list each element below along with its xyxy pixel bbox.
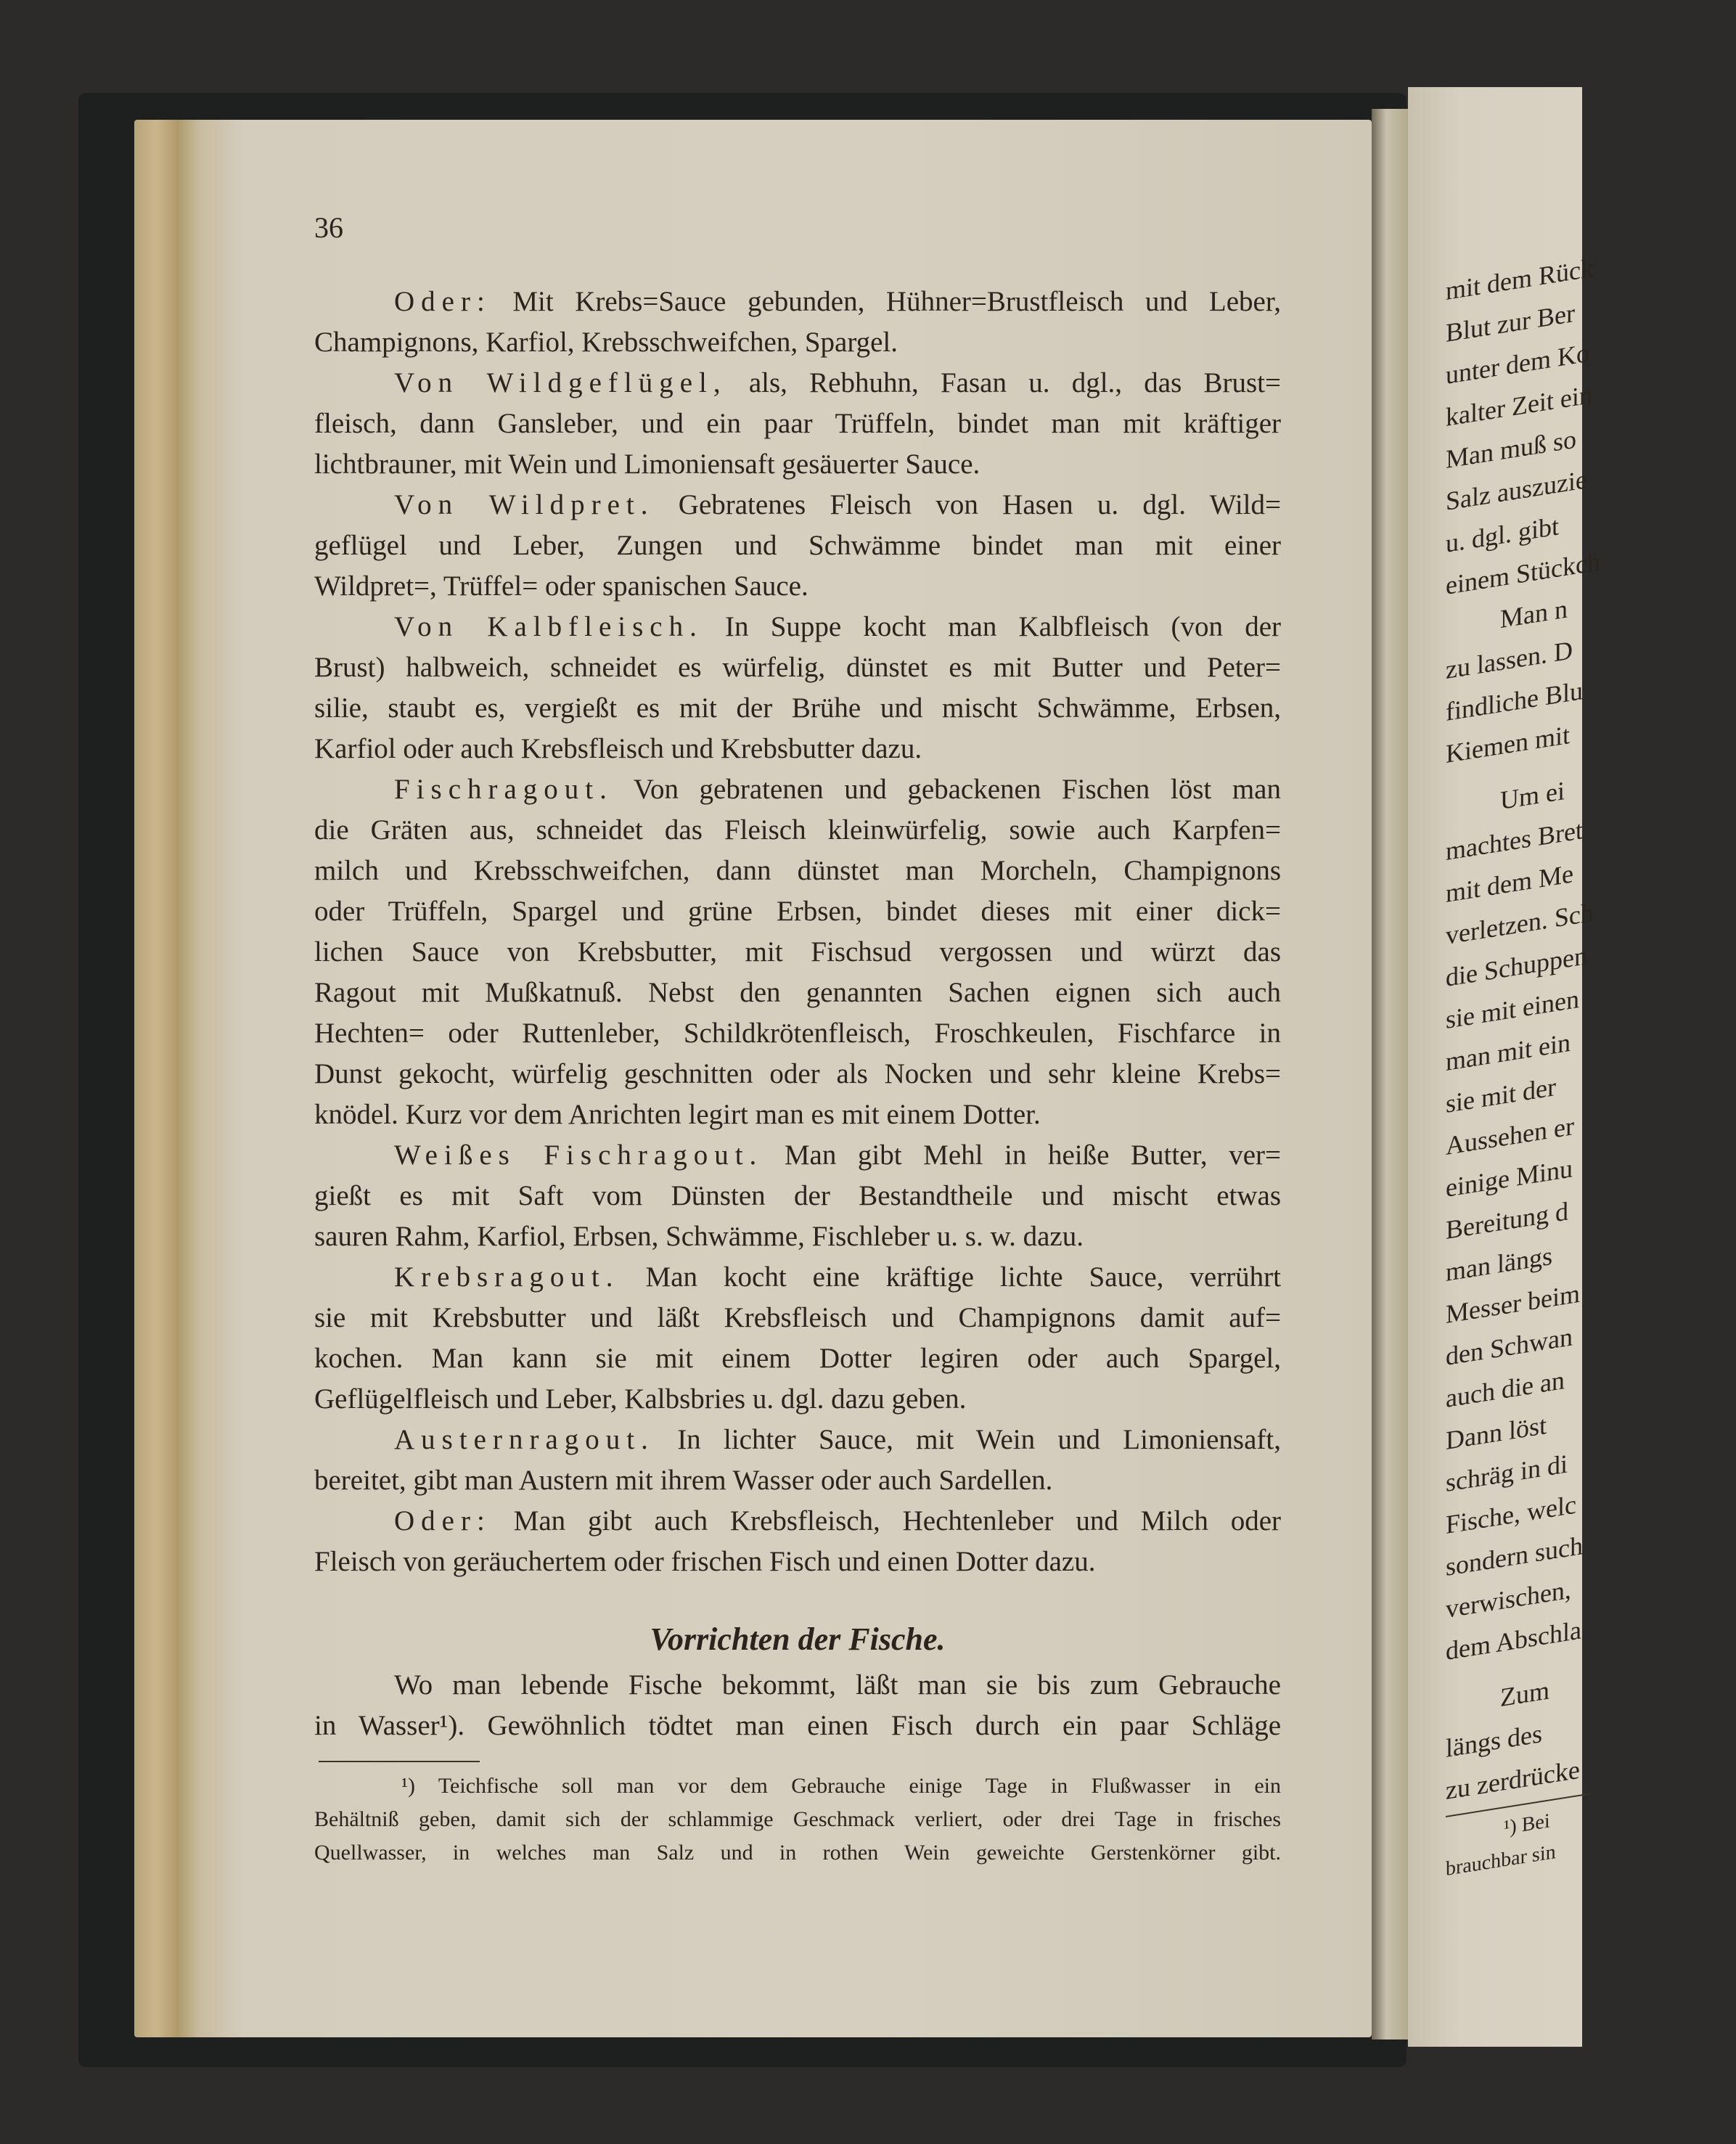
right-text-line: einige Minu [1446,1153,1573,1203]
right-text-line: Man muß so [1446,424,1576,474]
footnote-line: Behältniß geben, damit sich der schlammige Geschmack verliert, oder drei Tage in frisches [314,1807,1281,1831]
right-text-line: zu lassen. D [1446,635,1573,684]
book-gutter [1372,109,1408,2039]
page-number: 36 [314,211,343,244]
line-text: In Suppe kocht man Kalbfleisch (von der [703,611,1281,642]
text-line [314,282,1281,322]
text-line [314,647,1281,688]
text-line [314,1420,1281,1460]
text-line [314,485,1281,525]
line-text: Brust) halbweich, schneidet es würfelig, dünstet es mit Butter und Peter= [314,652,1281,683]
right-text-line: schräg in di [1446,1449,1568,1497]
line-text: als, Rebhuhn, Fasan u. dgl., das Brust= [726,367,1281,398]
spaced-lead-term: Von Kalbfleisch. [394,611,703,642]
right-text-line: längs des [1446,1718,1542,1763]
body-text [314,282,1281,1582]
text-line [314,1257,1281,1298]
line-text: Hechten= oder Ruttenleber, Schildkrötenfleisch, Froschkeulen, Fischfarce in [314,1018,1281,1049]
right-text-line: Fische, welc [1446,1489,1576,1539]
right-text-line: Messer beim [1446,1278,1580,1329]
line-text: Ragout mit Mußkatnuß. Nebst den genannten Sachen eignen sich auch [314,977,1281,1008]
line-text: Fleisch von geräuchertem oder frischen Fisch und einen Dotter dazu. [314,1546,1096,1577]
right-text-line: Man n [1500,594,1568,634]
text-line [314,1135,1281,1176]
text-line [314,1665,1281,1706]
text-line [314,1379,1281,1420]
text-line [314,1338,1281,1379]
right-text-line: verwischen, [1446,1574,1571,1624]
right-page-text [1446,224,1736,1886]
right-text-line: Zum [1500,1675,1549,1713]
line-text: in Wasser¹). Gewöhnlich tödtet man einen Fisch durch ein paar Schläge [314,1710,1281,1741]
spaced-lead-term: Oder: [394,286,491,317]
spaced-lead-term: Oder: [394,1505,491,1537]
line-text: Geflügelfleisch und Leber, Kalbsbries u. dgl. dazu geben. [314,1383,967,1415]
line-text: knödel. Kurz vor dem Anrichten legirt man es mit einem Dotter. [314,1099,1041,1130]
line-text: Mit Krebs=Sauce gebunden, Hühner=Brustfleisch und Leber, [491,286,1281,317]
text-line [314,1013,1281,1054]
line-text: Man gibt auch Krebsfleisch, Hechtenleber und Milch oder [491,1505,1281,1537]
text-line [314,891,1281,932]
line-text: sauren Rahm, Karfiol, Erbsen, Schwämme, Fischleber u. s. w. dazu. [314,1221,1084,1252]
right-text-line: mit dem Rück [1446,253,1594,306]
line-text: milch und Krebsschweifchen, dann dünstet man Morcheln, Champignons [314,855,1281,886]
right-text-line: zu zerdrücke [1446,1754,1580,1805]
right-text-line: machtes Bret [1446,815,1583,866]
text-line [314,363,1281,404]
spaced-lead-term: Austernragout. [394,1424,655,1455]
right-text-line: unter dem Ko [1446,337,1589,390]
spaced-lead-term: Von Wildgeflügel, [394,367,727,398]
text-line [314,1460,1281,1501]
text-line [314,404,1281,444]
spaced-lead-term: Krebsragout. [394,1261,620,1293]
line-text: Champignons, Karfiol, Krebsschweifchen, Spargel. [314,327,898,358]
right-footnote-line: ¹) Bei [1504,1809,1550,1840]
right-body-text [1446,224,1736,1812]
right-text-line: findliche Blu [1446,676,1583,727]
text-line [314,932,1281,973]
right-text-line: sondern such [1446,1531,1583,1582]
line-text: fleisch, dann Gansleber, und ein paar Trüffeln, bindet man mit kräftiger [314,408,1281,439]
line-text: geflügel und Leber, Zungen und Schwämme bindet man mit einer [314,530,1281,561]
text-line [314,1298,1281,1338]
text-line [314,322,1281,363]
line-text: gießt es mit Saft vom Dünsten der Bestandtheile und mischt etwas [314,1180,1281,1211]
line-text: oder Trüffeln, Spargel und grüne Erbsen, bindet dieses mit einer dick= [314,896,1281,927]
line-text: Man kocht eine kräftige lichte Sauce, verrührt [619,1261,1281,1293]
line-text: Karfiol oder auch Krebsfleisch und Krebsbutter dazu. [314,733,922,764]
line-text: Man gibt Mehl in heiße Butter, ver= [763,1139,1282,1171]
line-text: bereitet, gibt man Austern mit ihrem Wasser oder auch Sardellen. [314,1465,1053,1496]
spaced-lead-term: Weißes Fischragout. [394,1139,763,1171]
right-text-line: man mit ein [1446,1027,1571,1076]
text-line [314,688,1281,729]
line-text: Wildpret=, Trüffel= oder spanischen Sauce. [314,570,808,602]
text-line [314,1216,1281,1257]
text-line [314,1094,1281,1135]
right-text-line: Salz auszuzie [1446,465,1587,516]
section-text [314,1665,1281,1746]
line-text: Gebratenes Fleisch von Hasen u. dgl. Wild= [654,489,1281,520]
text-line [314,1501,1281,1542]
line-text: Von gebratenen und gebackenen Fischen löst man [613,774,1281,805]
text-line [314,729,1281,769]
right-text-line: Aussehen er [1446,1110,1574,1161]
text-line [314,1054,1281,1094]
right-text-line: einem Stückch [1446,547,1600,600]
right-text-line: Kiemen mit [1446,719,1570,769]
right-text-line: verletzen. Sch [1446,897,1594,950]
section-heading: Vorrichten der Fische. [650,1621,946,1657]
line-text: kochen. Man kann sie mit einem Dotter legiren oder auch Spargel, [314,1343,1281,1374]
right-text-line: den Schwan [1446,1322,1573,1371]
text-line [314,1706,1281,1746]
right-text-line: kalter Zeit ein [1446,380,1592,432]
line-text: sie mit Krebsbutter und läßt Krebsfleisch und Champignons damit auf= [314,1302,1281,1333]
spaced-lead-term: Von Wildpret. [394,489,655,520]
right-text-line: Dann löst [1446,1409,1547,1455]
right-text-line: Um ei [1500,776,1565,816]
text-line [314,851,1281,891]
right-text-line: Blut zur Ber [1446,298,1575,348]
right-text-line: Bereitung d [1446,1196,1568,1245]
text-line [314,973,1281,1013]
text-line [314,1176,1281,1216]
footnotes [314,1769,1281,1870]
right-footnote-line: brauchbar sin [1446,1840,1556,1881]
line-text: lichen Sauce von Krebsbutter, mit Fischsud vergossen und würzt das [314,936,1281,967]
footnote-line: Quellwasser, in welches man Salz und in rothen Wein geweichte Gerstenkörner gibt. [314,1841,1281,1865]
right-text-line: man längs [1446,1240,1552,1287]
text-line [314,810,1281,851]
spaced-lead-term: Fischragout. [394,774,613,805]
right-text-line: auch die an [1446,1365,1565,1413]
right-text-line: die Schuppen [1446,941,1587,992]
line-text: In lichter Sauce, mit Wein und Limoniensaft, [654,1424,1281,1455]
right-text-line: sie mit der [1446,1071,1556,1118]
line-text: silie, staubt es, vergießt es mit der Brühe und mischt Schwämme, Erbsen, [314,692,1281,724]
line-text: die Gräten aus, schneidet das Fleisch kleinwürfelig, sowie auch Karpfen= [314,814,1281,846]
text-line [314,769,1281,810]
right-text-line: mit dem Me [1446,859,1573,908]
left-page-text [314,282,1281,1870]
right-text-line: sie mit einen [1446,983,1579,1034]
footnote-rule [319,1761,480,1762]
line-text: Wo man lebende Fische bekommt, läßt man sie bis zum Gebrauche [394,1669,1281,1701]
text-line [314,566,1281,607]
right-text-line: dem Abschla [1446,1615,1581,1666]
right-text-line: u. dgl. gibt [1446,511,1560,558]
text-line [314,525,1281,566]
footnote-line: ¹) Teichfische soll man vor dem Gebrauche einige Tage in Flußwasser in ein [401,1774,1281,1798]
text-line [314,1542,1281,1582]
text-line [314,444,1281,485]
text-line [314,607,1281,647]
line-text: Dunst gekocht, würfelig geschnitten oder als Nocken und sehr kleine Krebs= [314,1058,1281,1089]
line-text: lichtbrauner, mit Wein und Limoniensaft gesäuerter Sauce. [314,449,980,480]
